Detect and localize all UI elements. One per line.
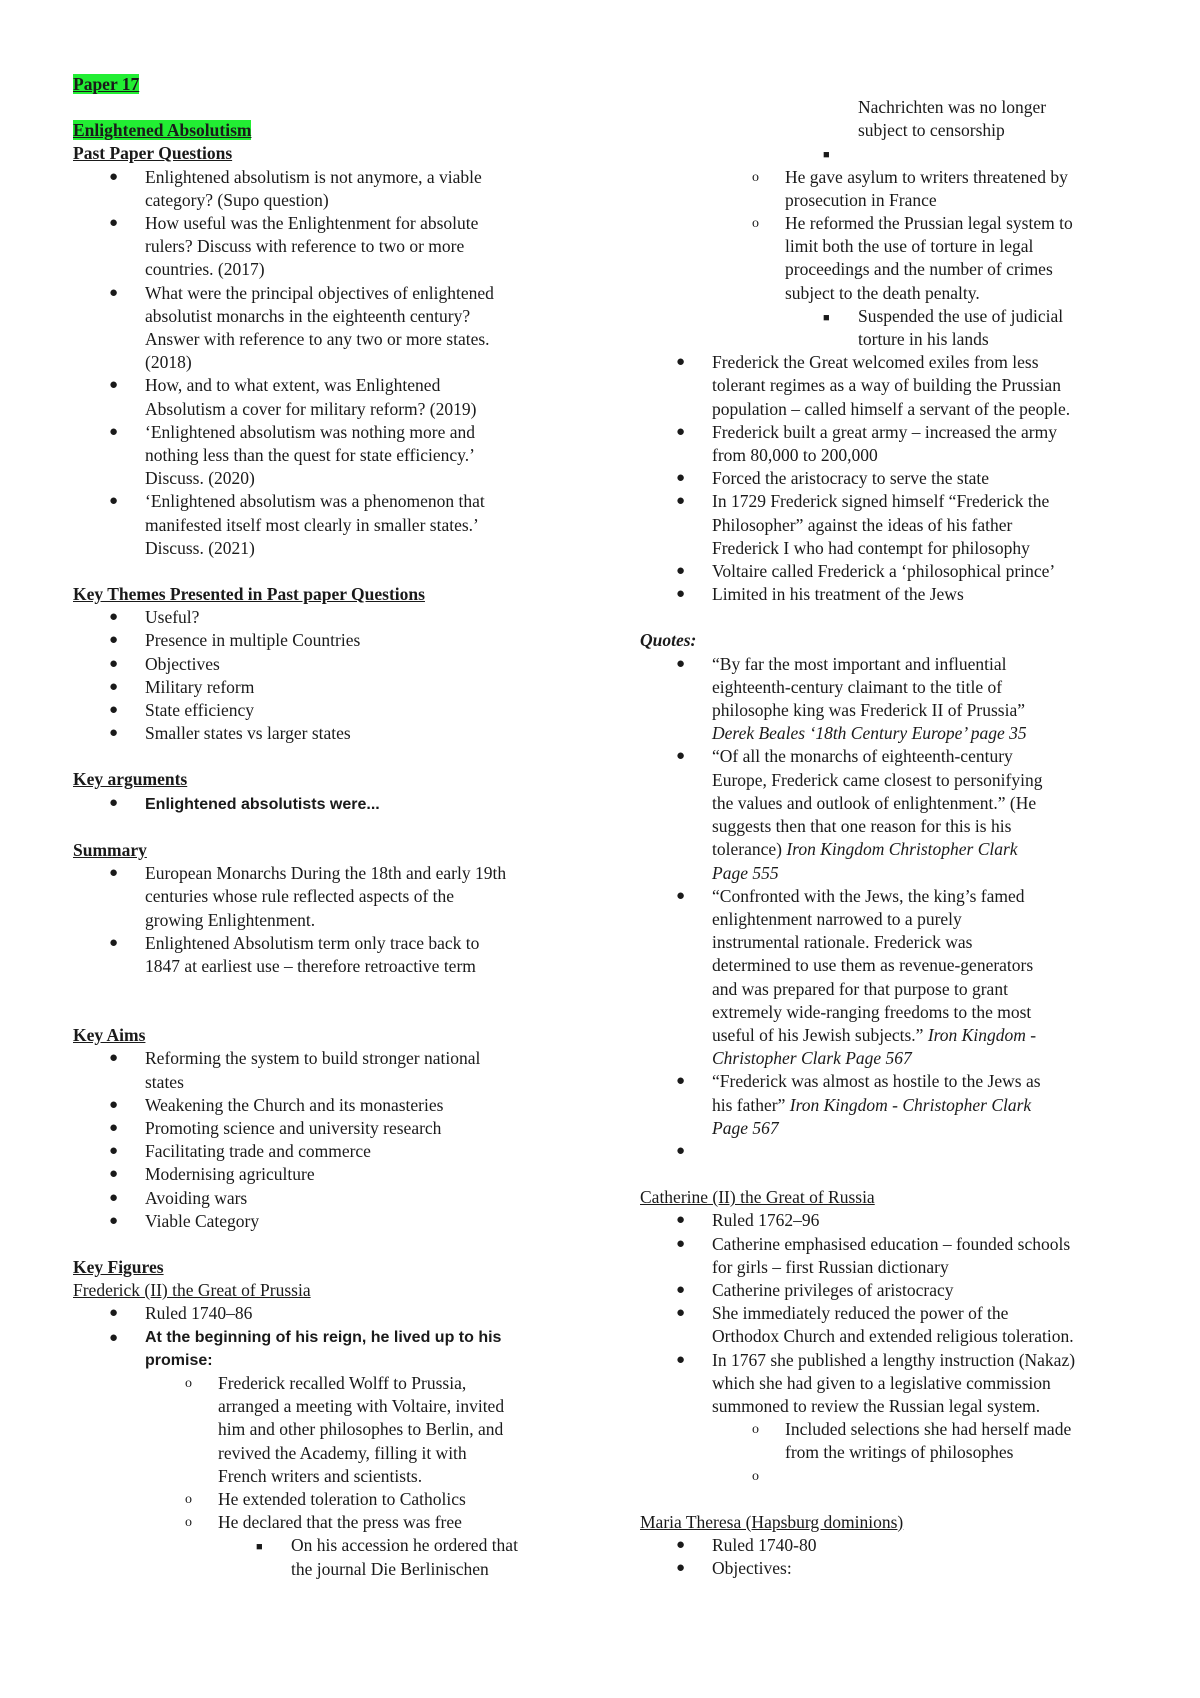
text-line: She immediately reduced the power of the xyxy=(712,1303,1009,1324)
catherine-sub-list xyxy=(640,1418,1145,1488)
text-line: Catherine privileges of aristocracy xyxy=(712,1279,954,1300)
text-line: Included selections she had herself made xyxy=(785,1419,1072,1440)
list-item xyxy=(73,374,593,420)
text-line: ‘Enlightened absolutism was nothing more and xyxy=(145,421,476,442)
bullet-icon: ● xyxy=(676,1305,686,1322)
text-line: Ruled 1762–96 xyxy=(712,1210,820,1231)
text-line: Frederick the Great welcomed exiles from less xyxy=(712,352,1039,373)
list-item xyxy=(73,490,593,560)
quote-item xyxy=(640,885,1145,1071)
list-item xyxy=(640,1557,1145,1580)
text-line: Answer with reference to any two or more states. xyxy=(145,329,490,350)
bullet-icon: ● xyxy=(676,887,686,904)
list-item: ● Ruled 1740–86 xyxy=(73,1302,593,1325)
text-line: (2018) xyxy=(145,352,192,373)
text-line: Frederick recalled Wolff to Prussia, xyxy=(218,1372,467,1393)
text-line: Enlightened Absolutism term only trace back to xyxy=(145,932,480,953)
bullet-icon: ● xyxy=(109,215,119,232)
bullet-icon: ● xyxy=(676,1351,686,1368)
themes-list xyxy=(73,606,593,745)
text-line: At the beginning of his reign, he lived up to his xyxy=(145,1328,502,1346)
bullet-icon: ● xyxy=(109,1050,119,1067)
list-item xyxy=(73,1117,593,1140)
list-item xyxy=(640,351,1145,421)
list-item xyxy=(73,722,593,745)
past-questions-list xyxy=(73,166,593,560)
list-item xyxy=(73,699,593,722)
bullet-icon: ● xyxy=(109,1189,119,1206)
catherine-list xyxy=(640,1209,1145,1418)
bullet-icon: ● xyxy=(676,1536,686,1553)
text-line: countries. (2017) xyxy=(145,259,265,280)
text-line: manifested itself most clearly in smaller states.’ xyxy=(145,514,479,535)
list-item xyxy=(73,1210,593,1233)
right-column xyxy=(640,96,1145,1580)
frederick-list xyxy=(73,1302,593,1580)
text-line: revived the Academy, filling it with xyxy=(218,1442,467,1463)
text-line: subject to the death penalty. xyxy=(785,282,980,303)
frederick-heading: Frederick (II) the Great of Prussia xyxy=(73,1280,311,1301)
list-item xyxy=(73,421,593,491)
list-item xyxy=(73,166,593,212)
sub-sub-list-item xyxy=(640,96,1145,142)
bullet-icon: ● xyxy=(109,725,119,742)
text-line: Suspended the use of judicial xyxy=(858,305,1064,326)
list-item xyxy=(640,1302,1145,1348)
list-item xyxy=(73,932,593,978)
text-line: How useful was the Enlightenment for absolute xyxy=(145,213,479,234)
bullet-icon: ● xyxy=(109,609,119,626)
text-line: Voltaire called Frederick a ‘philosophical prince’ xyxy=(712,561,1056,582)
bullet-icon: ● xyxy=(676,470,686,487)
text-span: Christopher Clark Page 567 xyxy=(712,1048,912,1069)
text-line: Promoting science and university research xyxy=(145,1117,442,1138)
sub-list-item xyxy=(640,1418,1145,1464)
quote-item xyxy=(640,1140,1145,1163)
bullet-icon: ● xyxy=(109,423,119,440)
list-item xyxy=(640,1233,1145,1279)
text-line: “Confronted with the Jews, the king’s famed xyxy=(712,885,1025,906)
bullet-icon: ● xyxy=(109,794,119,811)
bullet-icon: ● xyxy=(109,493,119,510)
text-line: Frederick built a great army – increased the army xyxy=(712,421,1057,442)
text-line: “By far the most important and influential xyxy=(712,653,1007,674)
bullet-icon: ● xyxy=(109,284,119,301)
text-span: Presence in multiple Countries xyxy=(145,630,361,651)
text-span: Iron Kingdom - xyxy=(927,1024,1037,1045)
bullet-icon: ● xyxy=(109,1096,119,1113)
frederick-points-list xyxy=(640,351,1145,606)
aims-list xyxy=(73,1047,593,1233)
quote-item xyxy=(640,653,1145,746)
list-item xyxy=(73,629,593,652)
quotes-heading: Quotes: xyxy=(640,630,697,651)
quote-item xyxy=(640,745,1145,884)
text-span: his father” xyxy=(712,1094,786,1115)
sub-list-item xyxy=(73,1372,593,1488)
bullet-icon: ● xyxy=(109,1166,119,1183)
text-line: Forced the aristocracy to serve the state xyxy=(712,468,989,489)
text-line: Weakening the Church and its monasteries xyxy=(145,1094,444,1115)
bullet-icon: ● xyxy=(676,586,686,603)
text-line: the values and outlook of enlightenment.” (He xyxy=(712,792,1037,813)
text-span: Derek Beales ‘18th Century Europe’ page 35 xyxy=(712,723,1027,744)
text-line: from the writings of philosophes xyxy=(785,1442,1014,1463)
square-bullet-icon: ■ xyxy=(823,311,830,324)
summary-list xyxy=(73,862,593,978)
text-span: tolerance) xyxy=(712,839,782,860)
circle-bullet-icon: o xyxy=(752,1422,759,1438)
list-item xyxy=(73,676,593,699)
list-item xyxy=(640,421,1145,467)
text-line: tolerant regimes as a way of building the Prussian xyxy=(712,375,1061,396)
quote-item xyxy=(640,1070,1145,1140)
circle-bullet-icon: o xyxy=(752,216,759,232)
text-line: and was prepared for that purpose to grant xyxy=(712,978,1008,999)
bullet-icon: ● xyxy=(109,1119,119,1136)
circle-bullet-icon: o xyxy=(752,169,759,185)
left-column xyxy=(73,73,593,1581)
text-line: summoned to review the Russian legal system. xyxy=(712,1395,1041,1416)
text-line: Absolutism a cover for military reform? (2019) xyxy=(145,398,477,419)
text-line: growing Enlightenment. xyxy=(145,909,316,930)
themes-heading: Key Themes Presented in Past paper Questions xyxy=(73,584,425,605)
list-item xyxy=(73,1187,593,1210)
sub-sub-list-item xyxy=(640,305,1145,351)
bullet-icon: ● xyxy=(676,1073,686,1090)
maria-heading: Maria Theresa (Hapsburg dominions) xyxy=(640,1511,904,1532)
bullet-icon: ● xyxy=(109,1212,119,1229)
sub-sub-list-item xyxy=(73,1534,593,1580)
text-line: the journal Die Berlinischen xyxy=(291,1558,489,1579)
text-span: Iron Kingdom Christopher Clark xyxy=(786,839,1018,860)
text-line: In 1729 Frederick signed himself “Frederick the xyxy=(712,491,1050,512)
text-line: Europe, Frederick came closest to personifying xyxy=(712,769,1043,790)
list-item xyxy=(73,1140,593,1163)
sub-list-item xyxy=(640,166,1145,212)
list-item xyxy=(640,1209,1145,1232)
text-line: suggests then that one reason for this is his xyxy=(712,816,1012,837)
text-line: Enlightened absolutism is not anymore, a viable xyxy=(145,166,482,187)
circle-bullet-icon: o xyxy=(185,1491,192,1507)
list-item xyxy=(640,560,1145,583)
text-span: Ruled 1740-80 xyxy=(712,1534,817,1555)
bullet-icon: ● xyxy=(109,1305,119,1322)
list-item xyxy=(73,212,593,282)
text-span: Page 567 xyxy=(712,1117,779,1138)
bullet-icon: ● xyxy=(676,1235,686,1252)
list-item xyxy=(73,606,593,629)
text-line: enlightenment narrowed to a purely xyxy=(712,908,962,929)
text-line: Orthodox Church and extended religious toleration. xyxy=(712,1326,1074,1347)
text-line: which she had given to a legislative commission xyxy=(712,1372,1051,1393)
bullet-icon: ● xyxy=(109,678,119,695)
bullet-icon: ● xyxy=(109,377,119,394)
text-span: Useful? xyxy=(145,607,200,628)
figures-heading: Key Figures xyxy=(73,1256,164,1277)
maria-list xyxy=(640,1534,1145,1580)
text-line: absolutist monarchs in the eighteenth century? xyxy=(145,305,471,326)
bullet-icon: ● xyxy=(109,655,119,672)
topic-title: Enlightened Absolutism xyxy=(73,120,252,141)
text-line: centuries whose rule reflected aspects of the xyxy=(145,886,455,907)
list-item xyxy=(73,282,593,375)
text-line: Discuss. (2021) xyxy=(145,537,255,558)
bullet-icon: ● xyxy=(676,1281,686,1298)
text-span: “Frederick was almost as hostile to the Jews as xyxy=(712,1071,1041,1092)
arguments-list xyxy=(73,792,593,816)
bullet-icon: ● xyxy=(676,1142,686,1159)
text-line: French writers and scientists. xyxy=(218,1465,423,1486)
text-line: eighteenth-century claimant to the title of xyxy=(712,676,1003,697)
text-line: Modernising agriculture xyxy=(145,1164,315,1185)
text-line: arranged a meeting with Voltaire, invited xyxy=(218,1396,505,1417)
text-line: philosophe king was Frederick II of Prussia” xyxy=(712,700,1025,721)
list-item xyxy=(73,1094,593,1117)
text-line: Avoiding wars xyxy=(145,1187,248,1208)
text-span: Objectives: xyxy=(712,1558,792,1579)
sub-sub-list-item xyxy=(640,142,1145,165)
text-line: Reforming the system to build stronger national xyxy=(145,1048,481,1069)
catherine-heading: Catherine (II) the Great of Russia xyxy=(640,1187,875,1208)
sub-list-item: o He declared that the press was free xyxy=(73,1511,593,1534)
text-line: limit both the use of torture in legal xyxy=(785,236,1034,257)
text-span: Page 555 xyxy=(712,862,779,883)
bullet-icon: ● xyxy=(109,865,119,882)
text-line: instrumental rationale. Frederick was xyxy=(712,932,973,953)
list-item xyxy=(73,1326,593,1372)
paper-title: Paper 17 xyxy=(73,74,140,94)
bullet-icon: ● xyxy=(109,632,119,649)
text-line: extremely wide-ranging freedoms to the most xyxy=(712,1001,1032,1022)
text-line: Catherine emphasised education – founded schools xyxy=(712,1233,1071,1254)
bullet-icon: ● xyxy=(109,1143,119,1160)
text-line: Frederick I who had contempt for philosophy xyxy=(712,537,1030,558)
list-item xyxy=(73,653,593,676)
text-span: State efficiency xyxy=(145,700,254,721)
bullet-icon: ● xyxy=(676,748,686,765)
frederick-continued-list xyxy=(640,96,1145,351)
bullet-icon: ● xyxy=(109,1328,119,1346)
text-line: Discuss. (2020) xyxy=(145,468,255,489)
text-line: from 80,000 to 200,000 xyxy=(712,445,878,466)
text-line: ‘Enlightened absolutism was a phenomenon that xyxy=(145,491,485,512)
bullet-icon: ● xyxy=(676,1212,686,1229)
list-item xyxy=(640,1279,1145,1302)
text-span: Objectives xyxy=(145,653,220,674)
bullet-icon: ● xyxy=(109,702,119,719)
list-item xyxy=(640,583,1145,606)
arguments-heading: Key arguments xyxy=(73,769,188,790)
circle-bullet-icon: o xyxy=(752,1468,759,1484)
text-span: Iron Kingdom - Christopher Clark xyxy=(789,1094,1032,1115)
list-item xyxy=(640,1349,1145,1419)
text-line: European Monarchs During the 18th and early 19th xyxy=(145,863,507,884)
text-line: Viable Category xyxy=(145,1210,260,1231)
text-line: In 1767 she published a lengthy instruction (Nakaz) xyxy=(712,1349,1076,1370)
text-line: rulers? Discuss with reference to two or more xyxy=(145,236,465,257)
list-item xyxy=(640,490,1145,560)
text-line: Nachrichten was no longer xyxy=(858,97,1047,117)
text-line: What were the principal objectives of enlightened xyxy=(145,282,494,303)
text-line: He reformed the Prussian legal system to xyxy=(785,213,1073,234)
sub-list-item xyxy=(640,212,1145,305)
bullet-icon: ● xyxy=(676,563,686,580)
quotes-list xyxy=(640,653,1145,1163)
list-item xyxy=(640,1534,1145,1557)
past-questions-heading: Past Paper Questions xyxy=(73,143,233,164)
text-line: On his accession he ordered that xyxy=(291,1535,518,1556)
text-line: promise: xyxy=(145,1351,213,1369)
circle-bullet-icon: o xyxy=(185,1515,192,1531)
sub-list-item: o He extended toleration to Catholics xyxy=(73,1488,593,1511)
text-line: “Of all the monarchs of eighteenth-century xyxy=(712,746,1013,767)
text-line: He gave asylum to writers threatened by xyxy=(785,166,1068,187)
text-line: him and other philosophes to Berlin, and xyxy=(218,1419,504,1440)
list-item xyxy=(73,1163,593,1186)
text-span: Military reform xyxy=(145,676,255,697)
text-line: for girls – first Russian dictionary xyxy=(712,1256,949,1277)
text-line: 1847 at earliest use – therefore retroactive term xyxy=(145,955,476,976)
summary-heading: Summary xyxy=(73,839,147,860)
list-item xyxy=(640,467,1145,490)
text-line: population – called himself a servant of the people. xyxy=(712,398,1071,419)
bullet-icon: ● xyxy=(676,1560,686,1577)
bullet-icon: ● xyxy=(109,168,119,185)
text-line: states xyxy=(145,1071,184,1092)
text-line: subject to censorship xyxy=(858,120,1005,141)
text-line: proceedings and the number of crimes xyxy=(785,259,1053,280)
bullet-icon: ● xyxy=(676,493,686,510)
text-line: nothing less than the quest for state efficiency.’ xyxy=(145,445,475,466)
text-line: Philosopher” against the ideas of his father xyxy=(712,514,1013,535)
sub-list-item xyxy=(640,1465,1145,1488)
bullet-icon: ● xyxy=(676,423,686,440)
text-line: torture in his lands xyxy=(858,329,989,350)
list-item xyxy=(73,862,593,932)
bullet-icon: ● xyxy=(676,655,686,672)
text-line: Limited in his treatment of the Jews xyxy=(712,584,964,605)
list-item xyxy=(73,1047,593,1093)
bullet-icon: ● xyxy=(109,934,119,951)
text-span: Smaller states vs larger states xyxy=(145,723,351,744)
text-line: How, and to what extent, was Enlightened xyxy=(145,375,441,396)
text-line: category? (Supo question) xyxy=(145,189,329,210)
text-span: useful of his Jewish subjects.” xyxy=(712,1024,924,1045)
bullet-icon: ● xyxy=(676,354,686,371)
text-line: Facilitating trade and commerce xyxy=(145,1141,371,1162)
text-line: determined to use them as revenue-generators xyxy=(712,955,1034,976)
circle-bullet-icon: o xyxy=(185,1375,192,1391)
square-bullet-icon: ■ xyxy=(823,149,830,162)
aims-heading: Key Aims xyxy=(73,1025,146,1046)
text-line: prosecution in France xyxy=(785,189,937,210)
square-bullet-icon: ■ xyxy=(256,1541,263,1554)
list-item: ● Enlightened absolutists were... xyxy=(73,792,593,816)
